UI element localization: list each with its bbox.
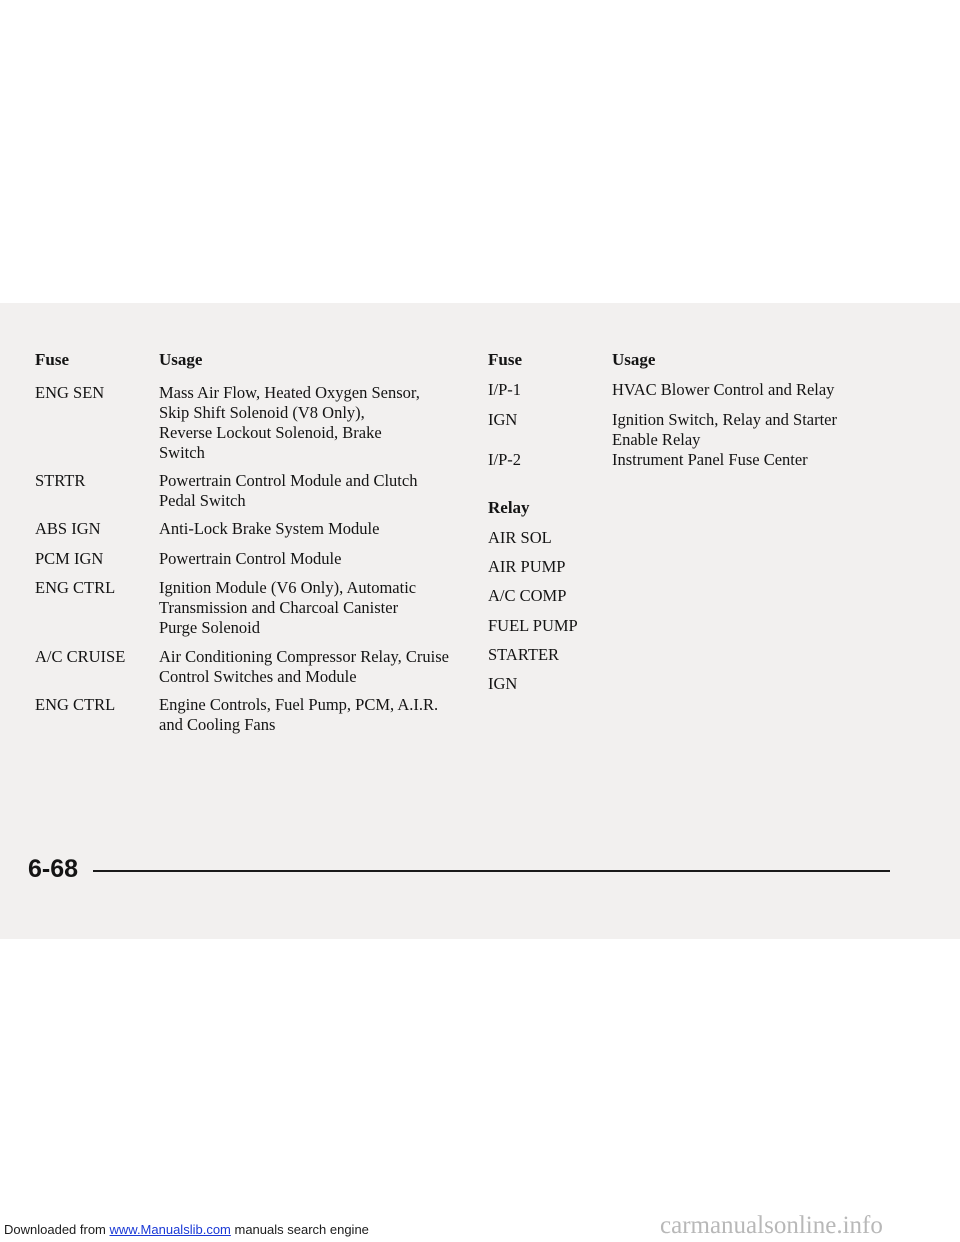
download-footer [4,1222,369,1237]
fuse-name: ENG CTRL [35,695,116,714]
fuse-name: A/C CRUISE [35,647,126,666]
relay-item: STARTER [488,645,560,664]
fuse-usage: Engine Controls, Fuel Pump, PCM, A.I.R. and Cooling Fans [159,695,439,734]
fuse-name: STRTR [35,471,86,490]
relay-item: FUEL PUMP [488,616,578,635]
fuse-name: ABS IGN [35,519,101,538]
fuse-usage: Instrument Panel Fuse Center [612,450,808,469]
left-fuse-header: Fuse [35,350,69,369]
fuse-name: ENG CTRL [35,578,116,597]
manualslib-link[interactable]: www.Manualslib.com [109,1222,231,1237]
page-number: 6-68 [28,855,79,883]
fuse-usage: Ignition Module (V6 Only), Automatic Transmission and Charcoal Canister Purge Solenoid [159,578,417,637]
footer-rule [93,870,890,872]
right-usage-header: Usage [612,350,656,369]
fuse-usage: Air Conditioning Compressor Relay, Cruise Control Switches and Module [159,647,449,686]
relay-header: Relay [488,498,530,517]
relay-item: IGN [488,674,518,693]
fuse-name: PCM IGN [35,549,104,568]
fuse-usage: Mass Air Flow, Heated Oxygen Sensor, Skip Shift Solenoid (V8 Only), Reverse Lockout Solenoid, Brake Switch [159,383,420,462]
fuse-name: I/P-2 [488,450,521,469]
relay-item: AIR SOL [488,528,552,547]
fuse-usage: HVAC Blower Control and Relay [612,380,835,399]
relay-item: AIR PUMP [488,557,566,576]
footer-suffix: manuals search engine [230,1222,369,1237]
watermark: carmanualsonline.info [660,1212,883,1239]
fuse-name: ENG SEN [35,383,105,402]
fuse-name: I/P-1 [488,380,521,399]
fuse-usage: Powertrain Control Module [159,549,342,568]
right-fuse-header: Fuse [488,350,522,369]
fuse-usage: Powertrain Control Module and Clutch Pedal Switch [159,471,418,510]
fuse-name: IGN [488,410,518,429]
fuse-usage: Ignition Switch, Relay and Starter Enable Relay [612,410,837,449]
left-usage-header: Usage [159,350,203,369]
fuse-usage: Anti-Lock Brake System Module [159,519,380,538]
footer-prefix: Downloaded from [4,1222,110,1237]
relay-item: A/C COMP [488,586,567,605]
